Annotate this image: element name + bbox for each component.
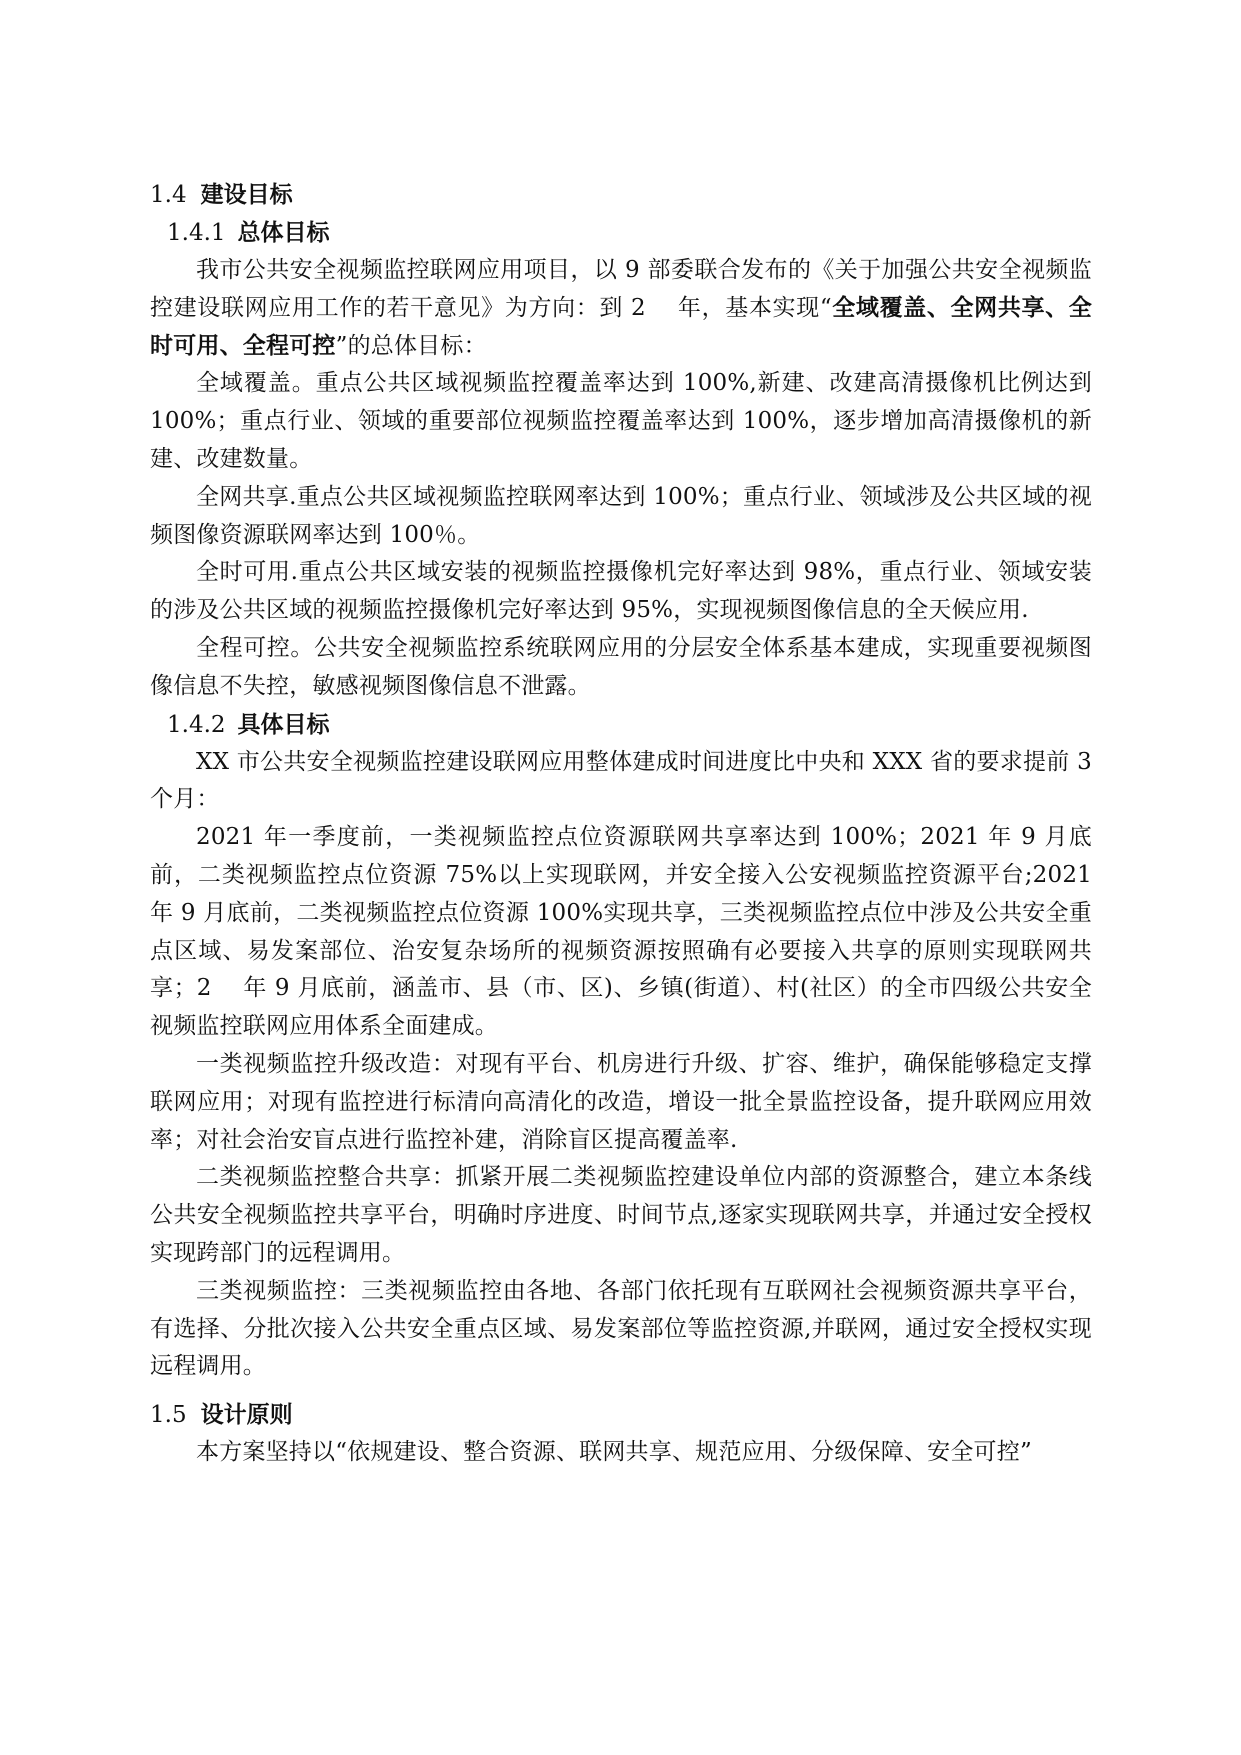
section-heading-1-4 <box>150 176 1092 214</box>
spacer <box>150 1386 1092 1396</box>
paragraph-design-principles: 本方案坚持以“依规建设、整合资源、联网共享、规范应用、分级保障、安全可控” <box>196 1439 1032 1466</box>
section-title: 总体目标 <box>237 220 330 246</box>
paragraph-always-available: 全时可用.重点公共区域安装的视频监控摄像机完好率达到 98%，重点行业、领域安装的涉及公共区域的视频监控摄像机完好率达到 95%，实现视频图像信息的全天候应用. <box>150 559 1092 624</box>
section-heading-1-4-2 <box>150 706 1092 744</box>
paragraph-full-coverage: 全域覆盖。重点公共区域视频监控覆盖率达到 100%,新建、改建高清摄像机比例达到 100%；重点行业、领域的重要部位视频监控覆盖率达到 100%，逐步增加高清摄像机的新建、改建数量。 <box>150 370 1092 472</box>
paragraph-class-two: 二类视频监控整合共享：抓紧开展二类视频监控建设单位内部的资源整合，建立本条线公共安全视频监控共享平台，明确时序进度、时间节点,逐家实现联网共享，并通过安全授权实现跨部门的远程调用。 <box>150 1164 1092 1266</box>
paragraph-timeline: 2021 年一季度前，一类视频监控点位资源联网共享率达到 100%；2021 年 9 月底前，二类视频监控点位资源 75%以上实现联网，并安全接入公安视频监控资源平台;2021 年 9 月底前，二类视频监控点位资源 100%实现共享，三类视频监控点位中涉及公共安全重点区域、易发案部位、治安复杂场所的视频资源按照确有必要接入共享的原则实现联网共享；2 年 9 月底前，涵盖市、县（市、区)、乡镇(街道）、村(社区）的全市四级公共安全视频监控联网应用体系全面建成。 <box>150 824 1092 1040</box>
paragraph-schedule-intro: XX 市公共安全视频监控建设联网应用整体建成时间进度比中央和 XXX 省的要求提前 3 个月： <box>150 748 1092 813</box>
paragraph-text: ”的总体目标： <box>335 332 487 359</box>
section-number: 1.4.1 <box>167 220 226 246</box>
section-number: 1.5 <box>150 1402 187 1429</box>
section-title: 设计原则 <box>200 1402 293 1429</box>
paragraph-overall-intro <box>150 252 1092 365</box>
section-title: 具体目标 <box>237 711 330 738</box>
section-heading-1-4-1 <box>150 214 1092 252</box>
paragraph-network-sharing: 全网共享.重点公共区域视频监控联网率达到 100%；重点行业、领域涉及公共区域的视频图像资源联网率达到 100％。 <box>150 483 1092 548</box>
paragraph-class-three: 三类视频监控：三类视频监控由各地、各部门依托现有互联网社会视频资源共享平台，有选择、分批次接入公共安全重点区域、易发案部位等监控资源,并联网，通过安全授权实现远程调用。 <box>150 1277 1092 1380</box>
section-heading-1-5 <box>150 1396 1092 1434</box>
paragraph-text: 我市公共安全视频监控联网应用项目，以 9 部委联合发布的《关于加强公共安全视频监控建设联网应用工作的若干意见》为方向：到 2 年，基本实现“ <box>150 257 1092 321</box>
document-body <box>150 176 1092 1472</box>
bold-goal-text: 全域覆盖、全网共享、全时可用、全程可控 <box>150 294 1092 359</box>
section-title: 建设目标 <box>200 182 293 208</box>
paragraph-fully-controllable: 全程可控。公共安全视频监控系统联网应用的分层安全体系基本建成，实现重要视频图像信息不失控，敏感视频图像信息不泄露。 <box>150 634 1092 699</box>
section-number: 1.4.2 <box>167 711 226 738</box>
paragraph-class-one: 一类视频监控升级改造：对现有平台、机房进行升级、扩容、维护，确保能够稳定支撑联网应用；对现有监控进行标清向高清化的改造，增设一批全景监控设备，提升联网应用效率；对社会治安盲点进行监控补建，消除盲区提高覆盖率. <box>150 1050 1092 1153</box>
section-number: 1.4 <box>150 182 187 208</box>
